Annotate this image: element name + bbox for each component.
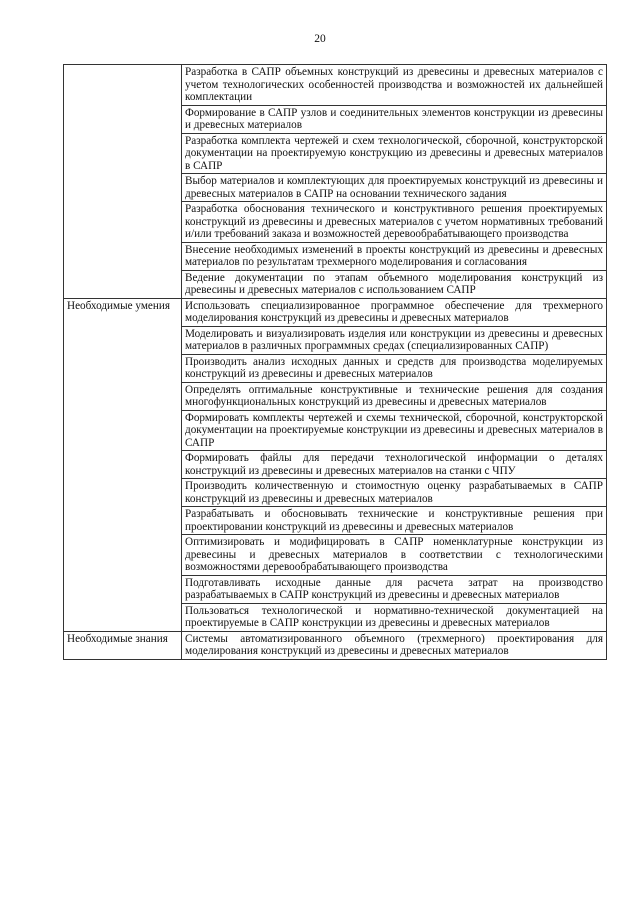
requirement-text: Определять оптимальные конструктивные и технические решения для создания многофункциональных конструкций из древесины и древесных материалов [182, 382, 607, 410]
table-row [64, 65, 607, 106]
requirement-text: Внесение необходимых изменений в проекты конструкций из древесины и древесных материалов по результатам трехмерного моделирования и согласования [182, 242, 607, 270]
requirement-text: Выбор материалов и комплектующих для проектируемых конструкций из древесины и древесных материалов в САПР на основании технического задания [182, 174, 607, 202]
requirement-text: Формирование в САПР узлов и соединительных элементов конструкции из древесины и древесных материалов [182, 105, 607, 133]
table-body [64, 65, 607, 660]
requirement-text: Формировать файлы для передачи технологической информации о деталях конструкций из древесины и древесных материалов на станки с ЧПУ [182, 451, 607, 479]
competency-table [63, 64, 607, 660]
requirement-text: Разрабатывать и обосновывать технические и конструктивные решения при проектировании конструкций из древесины и древесных материалов [182, 507, 607, 535]
requirement-text: Формировать комплекты чертежей и схемы технической, сборочной, конструкторской документации на проектируемые конструкции из древесины и древесных материалов в САПР [182, 410, 607, 451]
requirement-text: Моделировать и визуализировать изделия или конструкции из древесины и древесных материалов в различных программных средах (специализированных САПР) [182, 326, 607, 354]
requirement-text: Системы автоматизированного объемного (трехмерного) проектирования для моделирования конструкций из древесины и древесных материалов [182, 631, 607, 659]
requirement-text: Ведение документации по этапам объемного моделирования конструкций из древесины и древесных материалов с использованием САПР [182, 270, 607, 298]
page-number: 20 [314, 33, 326, 45]
requirement-text: Пользоваться технологической и нормативно-технической документацией на проектируемые в САПР конструкции из древесины и древесных материалов [182, 603, 607, 631]
table-row [64, 298, 607, 326]
table-row [64, 631, 607, 659]
requirement-text: Разработка обоснования технического и конструктивного решения проектируемых конструкций из древесины и древесных материалов с учетом нормативных требований и/или требований заказа и возможностей деревообрабатывающего производства [182, 202, 607, 243]
section-label [64, 65, 182, 299]
requirement-text: Подготавливать исходные данные для расчета затрат на производство разрабатываемых в САПР конструкций из древесины и древесных материалов [182, 575, 607, 603]
requirement-text: Использовать специализированное программное обеспечение для трехмерного моделирования конструкций из древесины и древесных материалов [182, 298, 607, 326]
section-label: Необходимые знания [64, 631, 182, 659]
requirement-text: Производить количественную и стоимостную оценку разрабатываемых в САПР конструкций из древесины и древесных материалов [182, 479, 607, 507]
section-label: Необходимые умения [64, 298, 182, 631]
requirement-text: Разработка в САПР объемных конструкций из древесины и древесных материалов с учетом технологических особенностей производства и возможностей их дальнейшей комплектации [182, 65, 607, 106]
requirement-text: Разработка комплекта чертежей и схем технологической, сборочной, конструкторской документации на проектируемую конструкцию из древесины и древесных материалов в САПР [182, 133, 607, 174]
requirement-text: Оптимизировать и модифицировать в САПР номенклатурные конструкции из древесины и древесных материалов в соответствии с технологическими возможностями деревообрабатывающего производства [182, 535, 607, 576]
requirement-text: Производить анализ исходных данных и средств для производства моделируемых конструкций из древесины и древесных материалов [182, 354, 607, 382]
